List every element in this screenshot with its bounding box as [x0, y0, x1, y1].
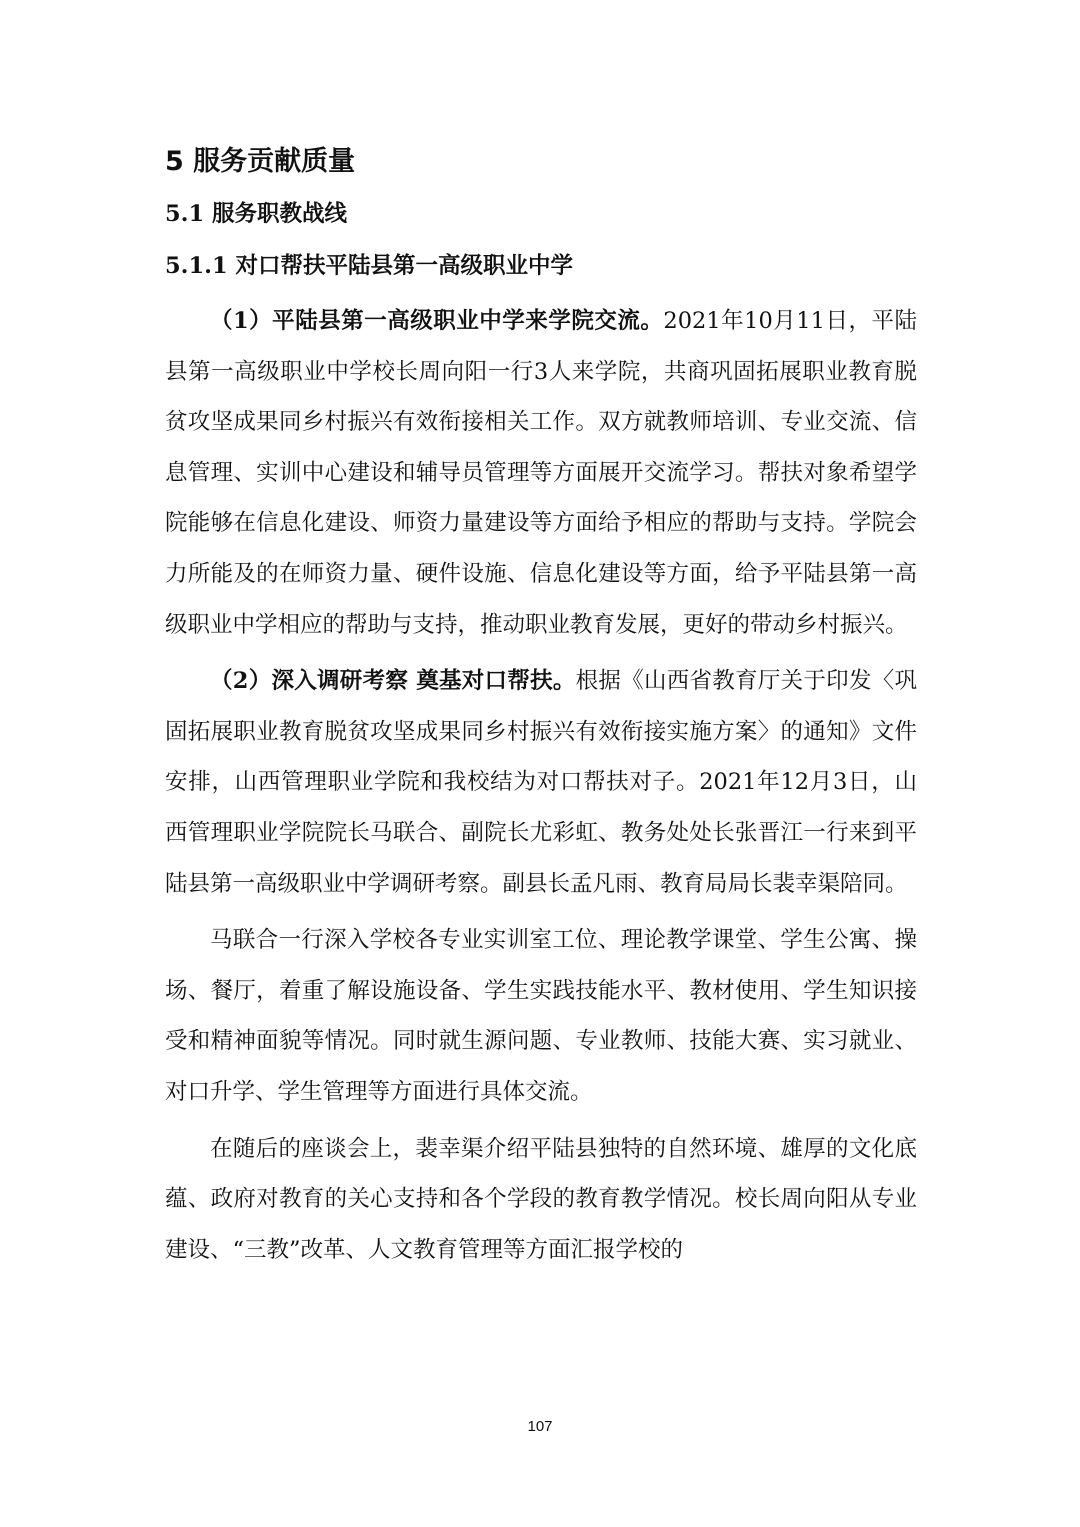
paragraph [165, 296, 917, 650]
paragraph-text: 马联合一行深入学校各专业实训室工位、理论教学课堂、学生公寓、操场、餐厅，着重了解设施设备、学生实践技能水平、教材使用、学生知识接受和精神面貌等情况。同时就生源问题、专业教师、技能大赛、实习就业、对口升学、学生管理等方面进行具体交流。 [165, 927, 917, 1105]
page-content [165, 140, 917, 1275]
paragraph-text: 根据《山西省教育厅关于印发〈巩固拓展职业教育脱贫攻坚成果同乡村振兴有效衔接实施方案〉的通知》文件安排，山西管理职业学院和我校结为对口帮扶对子。2021年12月3日，山西管理职业学院院长马联合、副院长尤彩虹、教务处处长张晋江一行来到平陆县第一高级职业中学调研考察。副县长孟凡雨、教育局局长裴幸渠陪同。 [165, 668, 917, 897]
paragraph-text: 在随后的座谈会上，裴幸渠介绍平陆县独特的自然环境、雄厚的文化底蕴、政府对教育的关心支持和各个学段的教育教学情况。校长周向阳从专业建设、“三教”改革、人文教育管理等方面汇报学校的 [165, 1135, 917, 1263]
paragraph [165, 1124, 917, 1276]
page-number: 107 [527, 1418, 553, 1435]
paragraph [165, 915, 917, 1117]
paragraph-lead: （1）平陆县第一高级职业中学来学院交流。 [210, 308, 664, 334]
paragraph-lead: （2）深入调研考察 奠基对口帮扶。 [210, 668, 576, 695]
subsection-heading: 5.1 服务职教战线 [165, 201, 347, 227]
paragraph-text: 2021年10月11日，平陆县第一高级职业中学校长周向阳一行3人来学院，共商巩固拓展职业教育脱贫攻坚成果同乡村振兴有效衔接相关工作。双方就教师培训、专业交流、信息管理、实训中心建设和辅导员管理等方面展开交流学习。帮扶对象希望学院能够在信息化建设、师资力量建设等方面给予相应的帮助与支持。学院会力所能及的在师资力量、硬件设施、信息化建设等方面，给予平陆县第一高级职业中学相应的帮助与支持，推动职业教育发展，更好的带动乡村振兴。 [165, 308, 917, 638]
subsubsection-heading: 5.1.1 对口帮扶平陆县第一高级职业中学 [165, 253, 573, 279]
paragraph [165, 656, 917, 909]
section-heading: 5 服务贡献质量 [165, 146, 356, 177]
